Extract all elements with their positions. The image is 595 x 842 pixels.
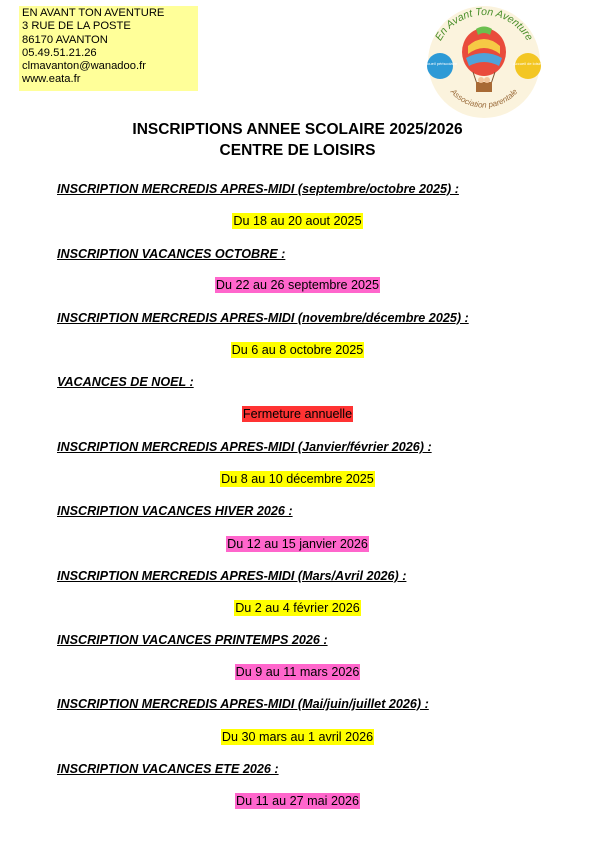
page-title: INSCRIPTIONS ANNEE SCOLAIRE 2025/2026	[132, 121, 463, 138]
registration-date	[0, 343, 595, 357]
registration-date	[0, 794, 595, 808]
email-address: clmavanton@wanadoo.fr	[22, 60, 146, 73]
section-heading: INSCRIPTION MERCREDIS APRES-MIDI (Mars/Avril 2026) :	[57, 569, 407, 583]
date-highlight: Du 18 au 20 aout 2025	[233, 214, 362, 228]
date-highlight: Du 2 au 4 février 2026	[235, 601, 360, 615]
registration-date	[0, 665, 595, 679]
closure-notice	[0, 407, 595, 421]
date-highlight: Du 6 au 8 octobre 2025	[231, 343, 364, 357]
section-heading: INSCRIPTION VACANCES PRINTEMPS 2026 :	[57, 633, 328, 647]
date-highlight: Du 11 au 27 mai 2026	[236, 794, 359, 808]
registration-date	[0, 214, 595, 228]
section-heading: INSCRIPTION MERCREDIS APRES-MIDI (Janvier/février 2026) :	[57, 440, 432, 454]
badge-right-label: Accueil de loisirs	[513, 61, 543, 66]
logo-arc-bottom: Association parentale	[448, 87, 520, 110]
section-heading: INSCRIPTION VACANCES ETE 2026 :	[57, 762, 279, 776]
date-highlight: Du 30 mars au 1 avril 2026	[221, 730, 374, 744]
svg-text:Accueil périscolaire	[423, 61, 458, 66]
section-heading: INSCRIPTION MERCREDIS APRES-MIDI (Mai/juin/juillet 2026) :	[57, 697, 429, 711]
date-highlight: Du 22 au 26 septembre 2025	[215, 278, 380, 292]
phone-number: 05.49.51.21.26	[22, 46, 97, 59]
svg-text:Accueil de loisirs	[513, 61, 543, 66]
section-heading: INSCRIPTION MERCREDIS APRES-MIDI (septembre/octobre 2025) :	[57, 182, 459, 196]
logo-arc-top: En Avant Ton Aventure	[432, 6, 536, 43]
address-line: 86170 AVANTON	[22, 33, 108, 46]
registration-date	[0, 278, 595, 292]
section-heading: INSCRIPTION VACANCES HIVER 2026 :	[57, 504, 293, 518]
address-line: 3 RUE DE LA POSTE	[22, 20, 131, 33]
address-block	[19, 6, 198, 91]
page-subtitle: CENTRE DE LOISIRS	[219, 142, 376, 159]
date-highlight: Fermeture annuelle	[242, 407, 353, 421]
section-heading: INSCRIPTION VACANCES OCTOBRE :	[57, 247, 286, 261]
section-heading: INSCRIPTION MERCREDIS APRES-MIDI (novembre/décembre 2025) :	[57, 311, 469, 325]
date-highlight: Du 8 au 10 décembre 2025	[221, 472, 374, 486]
badge-loisirs	[515, 53, 541, 79]
badge-periscolaire	[427, 53, 453, 79]
section-heading: VACANCES DE NOEL :	[57, 375, 194, 389]
association-logo	[421, 2, 547, 120]
registration-date	[0, 472, 595, 486]
registration-date	[0, 601, 595, 615]
registration-date	[0, 537, 595, 551]
address-line: EN AVANT TON AVENTURE	[22, 7, 165, 19]
date-highlight: Du 12 au 15 janvier 2026	[227, 537, 368, 551]
registration-date	[0, 730, 595, 744]
badge-left-label: Accueil périscolaire	[422, 61, 458, 66]
website: www.eata.fr	[22, 73, 81, 86]
date-highlight: Du 9 au 11 mars 2026	[235, 665, 360, 679]
